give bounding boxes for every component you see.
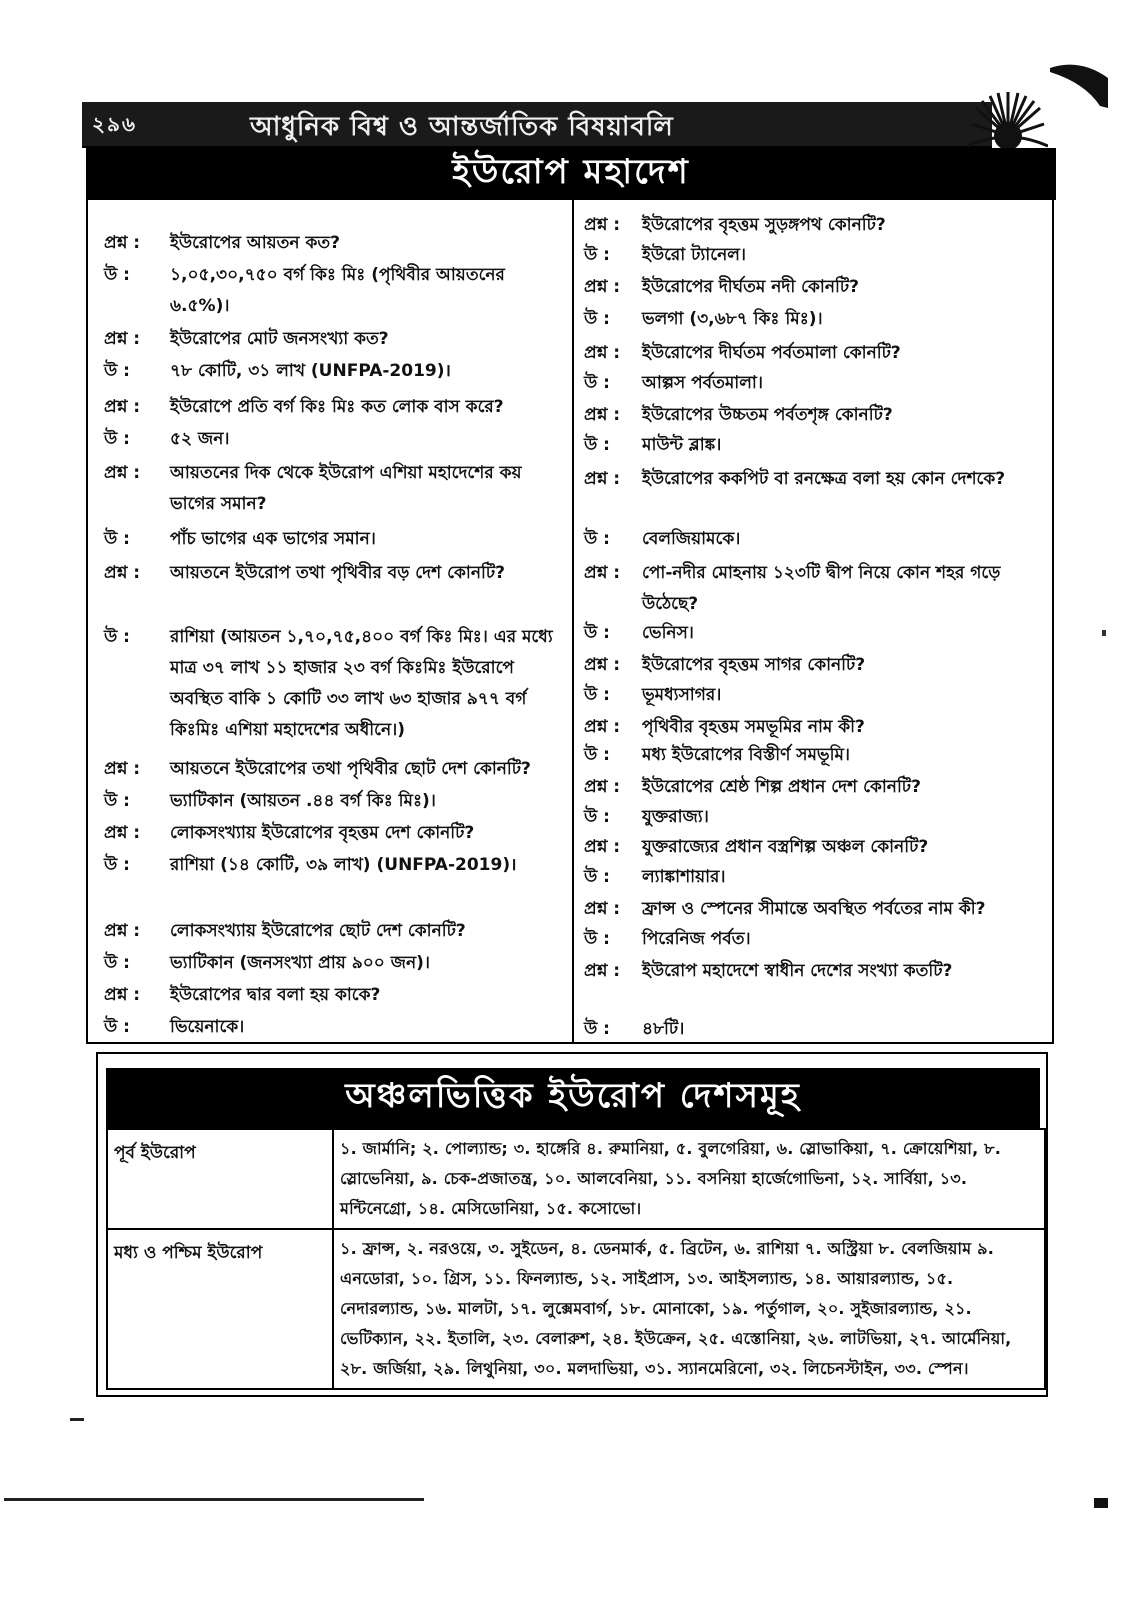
answer-label: উ : [104, 855, 130, 875]
question-label: প্রশ্ন : [104, 921, 141, 941]
regions-title: অঞ্চলভিত্তিক ইউরোপ দেশসমূহ [345, 1075, 801, 1116]
answer-label: উ : [104, 1017, 130, 1037]
scan-mark [1102, 630, 1106, 636]
question-text: ইউরোপ মহাদেশে স্বাধীন দেশের সংখ্যা কতটি? [642, 961, 953, 981]
answer-label: উ : [104, 265, 130, 285]
answer-text: ভলগা (৩,৬৮৭ কিঃ মিঃ)। [642, 309, 823, 329]
question-label: প্রশ্ন : [104, 823, 141, 843]
answer-text: রাশিয়া (আয়তন ১,৭০,৭৫,৪০০ বর্গ কিঃ মিঃ। এর মধ্যে মাত্র ৩৭ লাখ ১১ হাজার ২৩ বর্গ কিঃমিঃ ইউরোপে অবস্থিত বাকি ১ কোটি ৩৩ লাখ ৬৩ হাজার ৯৭৭ বর্গ কিঃমিঃ এশিয়া মহাদেশের অধীনে।) [170, 627, 553, 740]
question-label: প্রশ্ন : [584, 655, 621, 675]
answer-text: মধ্য ইউরোপের বিস্তীর্ণ সমভূমি। [642, 745, 850, 765]
answer-label: উ : [584, 309, 610, 329]
page-corner-mark [1040, 58, 1110, 108]
question-label: প্রশ্ন : [584, 343, 621, 363]
question-text: ইউরোপের বৃহত্তম সুড়ঙ্গপথ কোনটি? [642, 215, 886, 235]
section-title-banner [86, 148, 1056, 200]
region-name: পূর্ব ইউরোপ [107, 1129, 333, 1229]
question-text: ইউরোপে প্রতি বর্গ কিঃ মিঃ কত লোক বাস করে? [170, 397, 504, 417]
question-text: ইউরোপের ককপিট বা রনক্ষেত্র বলা হয় কোন দেশকে? [642, 469, 1006, 489]
question-text: ইউরোপের দীর্ঘতম পর্বতমালা কোনটি? [642, 343, 901, 363]
answer-label: উ : [104, 429, 130, 449]
answer-text: ভেনিস। [642, 623, 694, 643]
question-label: প্রশ্ন : [584, 837, 621, 857]
answer-text: ভ্যাটিকান (আয়তন .৪৪ বর্গ কিঃ মিঃ)। [170, 791, 436, 811]
scan-mark [70, 1418, 84, 1421]
answer-text: বেলজিয়ামকে। [642, 529, 741, 549]
answer-label: উ : [584, 685, 610, 705]
question-text: ফ্রান্স ও স্পেনের সীমান্তে অবস্থিত পর্বতের নাম কী? [642, 899, 986, 919]
sunburst-emblem-icon [968, 84, 1048, 150]
section-title: ইউরোপ মহাদেশ [452, 151, 690, 192]
answer-label: উ : [584, 867, 610, 887]
answer-label: উ : [584, 623, 610, 643]
question-label: প্রশ্ন : [584, 563, 621, 583]
question-label: প্রশ্ন : [104, 329, 141, 349]
answer-text: রাশিয়া (১৪ কোটি, ৩৯ লাখ) (UNFPA-2019)। [170, 855, 517, 875]
answer-text: পিরেনিজ পর্বত। [642, 929, 751, 949]
question-text: যুক্তরাজ্যের প্রধান বস্ত্রশিল্প অঞ্চল কোনটি? [642, 837, 929, 857]
region-name: মধ্য ও পশ্চিম ইউরোপ [107, 1229, 333, 1389]
answer-label: উ : [584, 435, 610, 455]
answer-label: উ : [584, 929, 610, 949]
question-label: প্রশ্ন : [584, 215, 621, 235]
answer-text: মাউন্ট ব্লাঙ্ক। [642, 435, 722, 455]
regions-title-banner [106, 1068, 1040, 1128]
answer-text: যুক্তরাজ্য। [642, 807, 709, 827]
question-text: ইউরোপের শ্রেষ্ঠ শিল্প প্রধান দেশ কোনটি? [642, 777, 921, 797]
question-label: প্রশ্ন : [584, 405, 621, 425]
answer-label: উ : [584, 807, 610, 827]
region-countries: ১. ফ্রান্স, ২. নরওয়ে, ৩. সুইডেন, ৪. ডেনমার্ক, ৫. ব্রিটেন, ৬. রাশিয়া ৭. অস্ট্রিয়া ৮. বেলজিয়াম ৯. এনডোরা, ১০. গ্রিস, ১১. ফিনল্যান্ড, ১২. সাইপ্রাস, ১৩. আইসল্যান্ড, ১৪. আয়ারল্যান্ড, ১৫. নেদারল্যান্ড, ১৬. মালটা, ১৭. লুক্সেমবার্গ, ১৮. মোনাকো, ১৯. পর্তুগাল, ২০. সুইজারল্যান্ড, ২১. ভেটিক্যান, ২২. ইতালি, ২৩. বেলারুশ, ২৪. ইউক্রেন, ২৫. এস্তোনিয়া, ২৬. লাটভিয়া, ২৭. আর্মেনিয়া, ২৮. জর্জিয়া, ২৯. লিথুনিয়া, ৩০. মলদাভিয়া, ৩১. স্যানমেরিনো, ৩২. লিচেনস্টাইন, ৩৩. স্পেন। [333, 1229, 1045, 1389]
question-text: আয়তনের দিক থেকে ইউরোপ এশিয়া মহাদেশের কয় ভাগের সমান? [170, 463, 522, 514]
question-label: প্রশ্ন : [104, 233, 141, 253]
question-text: ইউরোপের বৃহত্তম সাগর কোনটি? [642, 655, 866, 675]
book-title: আধুনিক বিশ্ব ও আন্তর্জাতিক বিষয়াবলি [250, 112, 674, 142]
answer-text: ১,০৫,৩০,৭৫০ বর্গ কিঃ মিঃ (পৃথিবীর আয়তনের ৬.৫%)। [170, 265, 505, 316]
question-text: লোকসংখ্যায় ইউরোপের বৃহত্তম দেশ কোনটি? [170, 823, 475, 843]
table-row [107, 1129, 1045, 1229]
question-text: ইউরোপের দ্বার বলা হয় কাকে? [170, 985, 381, 1005]
answer-text: আল্পস পর্বতমালা। [642, 373, 763, 393]
answer-label: উ : [584, 529, 610, 549]
question-label: প্রশ্ন : [584, 961, 621, 981]
question-label: প্রশ্ন : [584, 717, 621, 737]
question-label: প্রশ্ন : [584, 469, 621, 489]
regions-table [106, 1128, 1046, 1390]
answer-text: ভিয়েনাকে। [170, 1017, 245, 1037]
answer-label: উ : [584, 1019, 610, 1039]
page-number: ২৯৬ [92, 112, 137, 136]
answer-label: উ : [104, 627, 130, 647]
answer-label: উ : [584, 745, 610, 765]
question-text: ইউরোপের উচ্চতম পর্বতশৃঙ্গ কোনটি? [642, 405, 893, 425]
question-label: প্রশ্ন : [584, 899, 621, 919]
question-label: প্রশ্ন : [104, 985, 141, 1005]
question-label: প্রশ্ন : [104, 563, 141, 583]
scan-mark [1094, 1498, 1108, 1508]
answer-text: ল্যাঙ্কাশায়ার। [642, 867, 726, 887]
answer-text: ভূমধ্যসাগর। [642, 685, 722, 705]
column-divider [572, 200, 574, 1042]
question-label: প্রশ্ন : [584, 777, 621, 797]
answer-text: ভ্যাটিকান (জনসংখ্যা প্রায় ৯০০ জন)। [170, 953, 430, 973]
answer-text: ৪৮টি। [642, 1019, 685, 1039]
question-label: প্রশ্ন : [584, 277, 621, 297]
question-text: ইউরোপের দীর্ঘতম নদী কোনটি? [642, 277, 859, 297]
question-text: আয়তনে ইউরোপ তথা পৃথিবীর বড় দেশ কোনটি? [170, 563, 505, 583]
question-label: প্রশ্ন : [104, 397, 141, 417]
answer-label: উ : [104, 361, 130, 381]
question-label: প্রশ্ন : [104, 463, 141, 483]
answer-label: উ : [104, 529, 130, 549]
answer-label: উ : [584, 373, 610, 393]
bottom-rule [4, 1498, 424, 1501]
answer-text: ৫২ জন। [170, 429, 230, 449]
answer-label: উ : [584, 245, 610, 265]
question-text: ইউরোপের আয়তন কত? [170, 233, 341, 253]
answer-text: পাঁচ ভাগের এক ভাগের সমান। [170, 529, 376, 549]
table-row [107, 1229, 1045, 1389]
answer-text: ৭৮ কোটি, ৩১ লাখ (UNFPA-2019)। [170, 361, 451, 381]
answer-label: উ : [104, 953, 130, 973]
question-text: পো-নদীর মোহনায় ১২৩টি দ্বীপ নিয়ে কোন শহর গড়ে উঠেছে? [642, 563, 1001, 614]
answer-text: ইউরো ট্যানেল। [642, 245, 746, 265]
question-text: আয়তনে ইউরোপের তথা পৃথিবীর ছোট দেশ কোনটি? [170, 759, 531, 779]
region-countries: ১. জার্মানি; ২. পোল্যান্ড; ৩. হাঙ্গেরি ৪. রুমানিয়া, ৫. বুলগেরিয়া, ৬. স্লোভাকিয়া, ৭. ক্রোয়েশিয়া, ৮. স্লোভেনিয়া, ৯. চেক-প্রজাতন্ত্র, ১০. আলবেনিয়া, ১১. বসনিয়া হার্জেগোভিনা, ১২. সার্বিয়া, ১৩. মন্টিনেগ্রো, ১৪. মেসিডোনিয়া, ১৫. কসোভো। [333, 1129, 1045, 1229]
question-text: ইউরোপের মোট জনসংখ্যা কত? [170, 329, 389, 349]
answer-label: উ : [104, 791, 130, 811]
question-text: পৃথিবীর বৃহত্তম সমভূমির নাম কী? [642, 717, 865, 737]
question-label: প্রশ্ন : [104, 759, 141, 779]
question-text: লোকসংখ্যায় ইউরোপের ছোট দেশ কোনটি? [170, 921, 466, 941]
